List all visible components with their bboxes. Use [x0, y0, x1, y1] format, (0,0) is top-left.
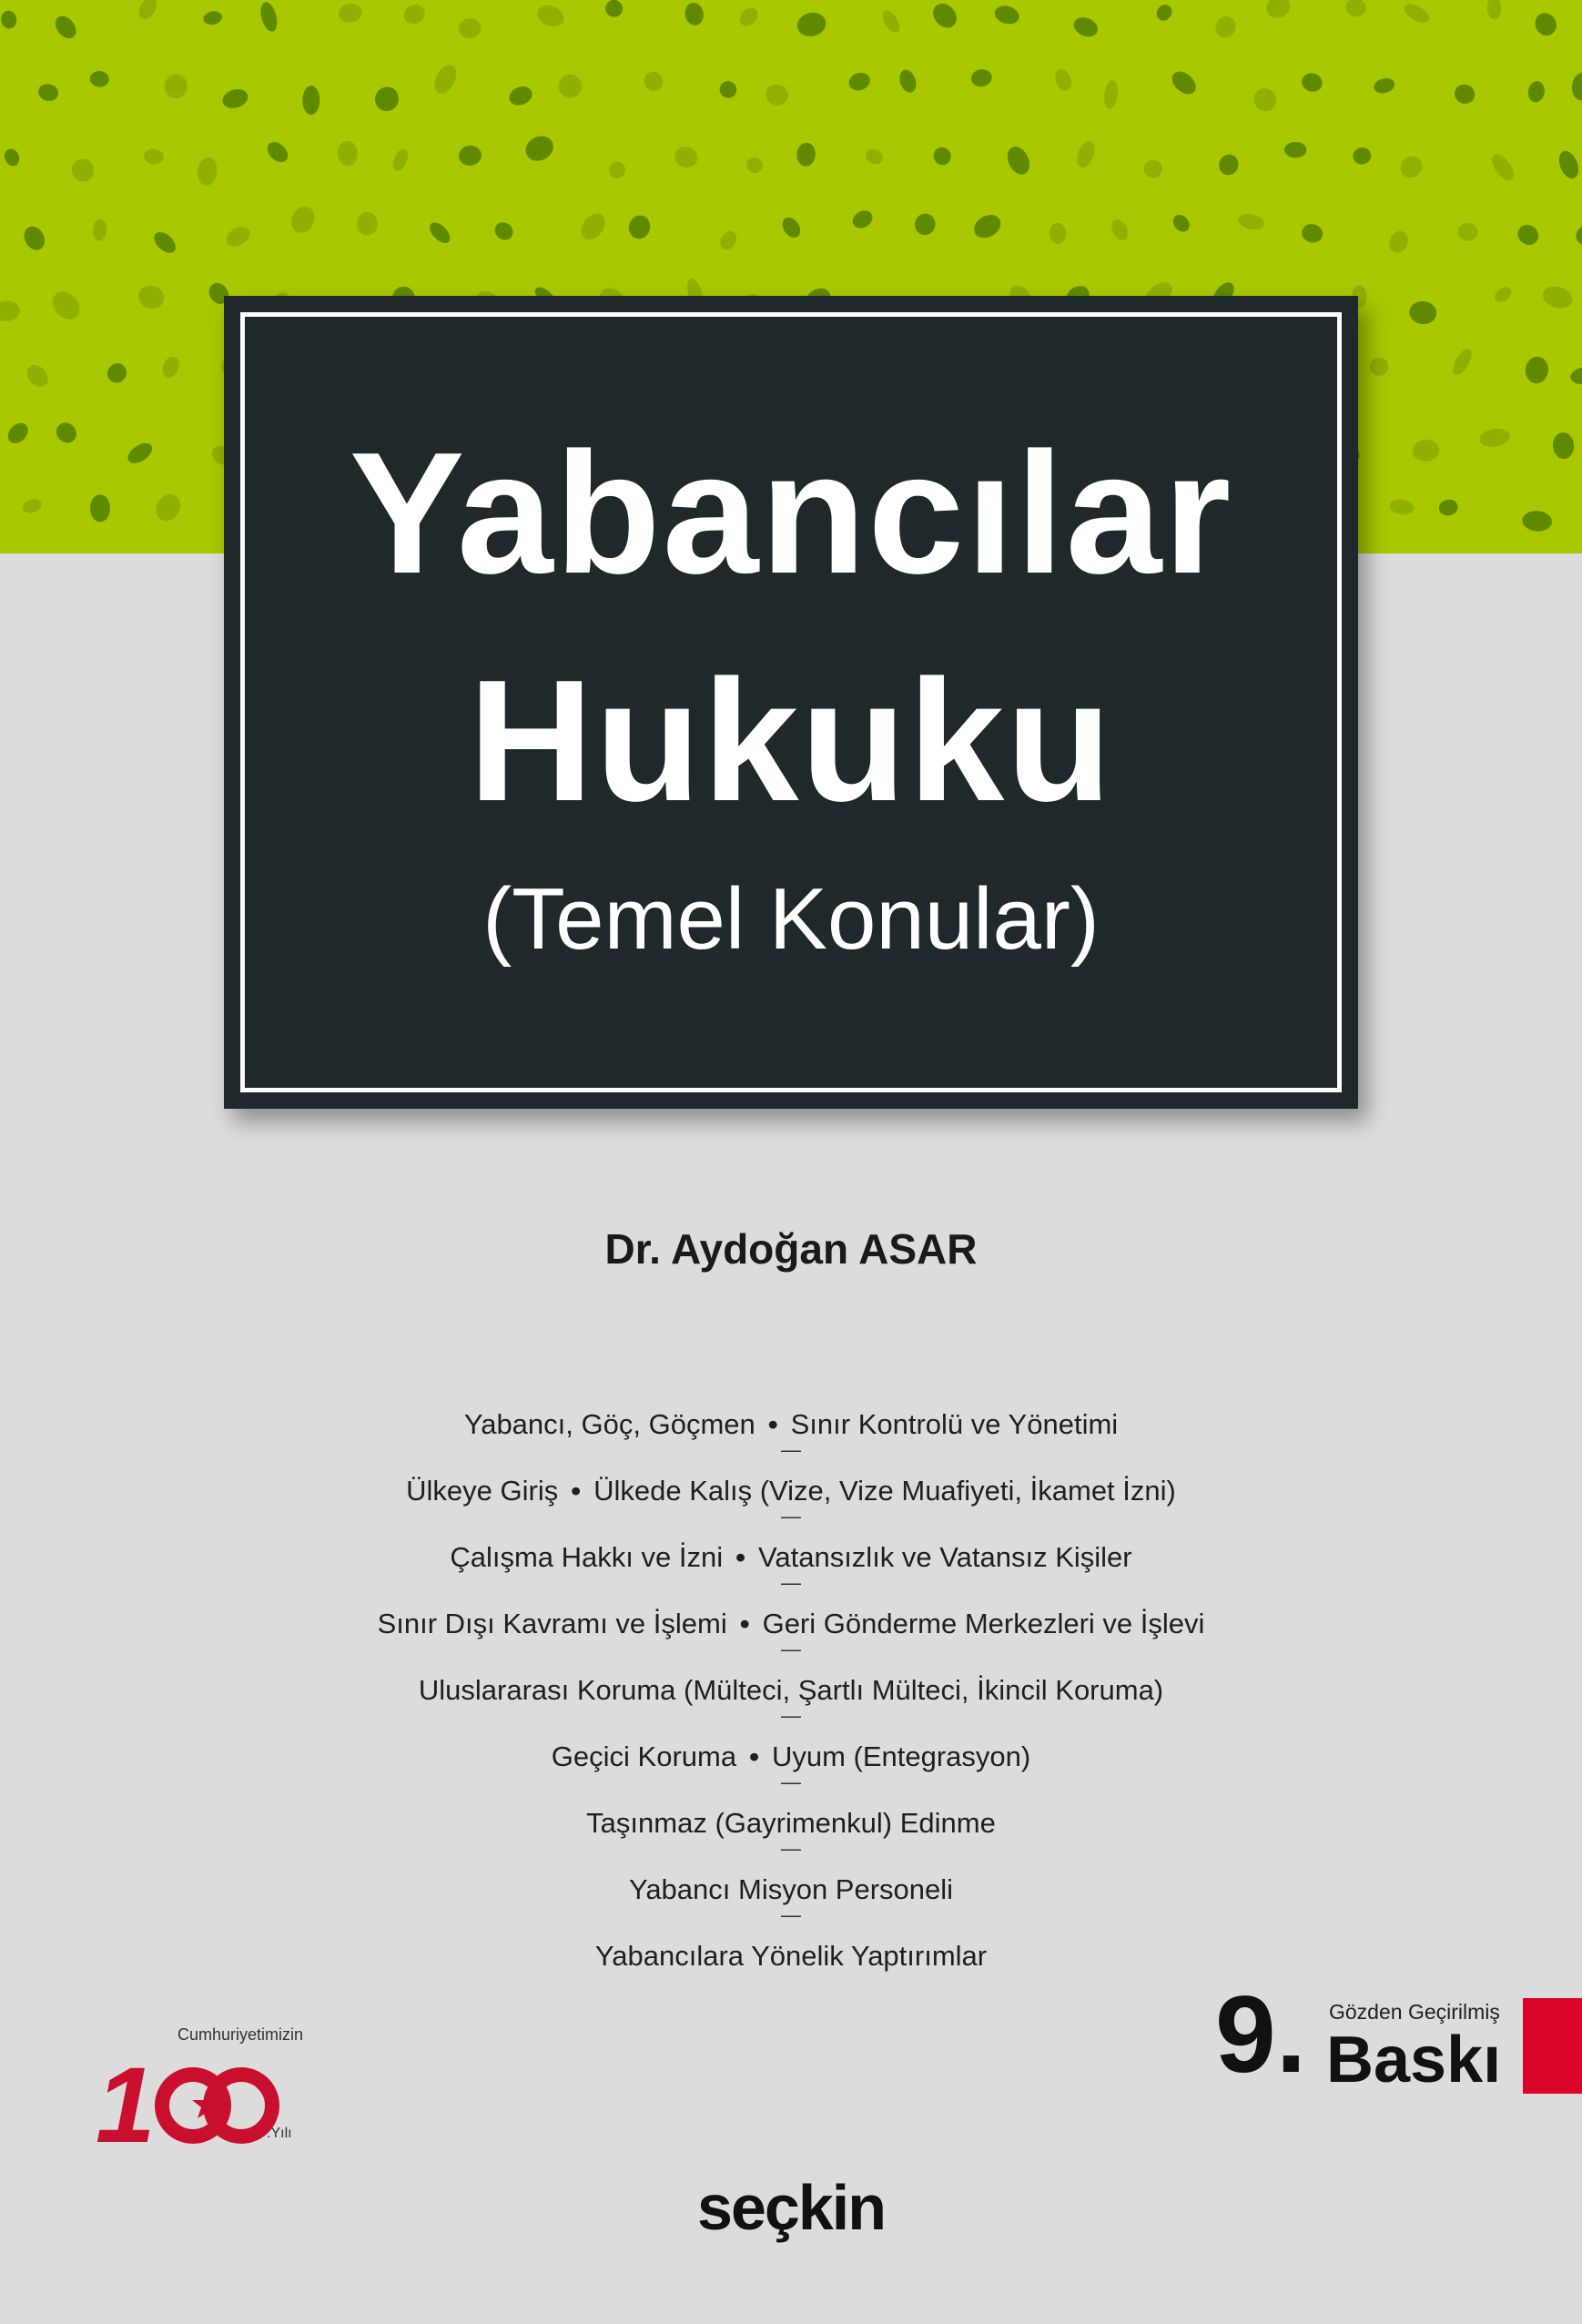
topic-separator: —	[781, 1571, 801, 1594]
topic-list	[0, 1406, 1582, 1974]
dot	[1574, 221, 1582, 249]
dot	[1212, 13, 1240, 42]
dot	[716, 78, 740, 102]
topic-line	[0, 1739, 1582, 1775]
edition-word: Baskı	[1326, 2024, 1502, 2096]
dot	[1344, 0, 1368, 18]
topic-item: Geri Gönderme Merkezleri ve İşlevi	[762, 1608, 1205, 1639]
dot	[1486, 0, 1502, 20]
topic-line	[0, 1672, 1582, 1709]
dot	[287, 202, 319, 237]
dot	[143, 147, 165, 166]
dot	[863, 147, 885, 167]
dot	[970, 210, 1005, 242]
topic-item: Yabancı, Göç, Göçmen	[463, 1408, 756, 1440]
dot	[36, 82, 60, 103]
dot	[371, 83, 402, 115]
topic-bullet: •	[571, 1475, 582, 1507]
dot	[1300, 222, 1324, 245]
topic-separator: —	[781, 1505, 801, 1527]
dot	[1492, 284, 1515, 306]
dot	[20, 223, 48, 254]
dot	[390, 147, 411, 173]
dot	[458, 17, 482, 39]
dot	[879, 7, 903, 35]
topic-item: Sınır Kontrolü ve Yönetimi	[790, 1408, 1119, 1440]
dot	[522, 131, 558, 165]
dot	[1488, 151, 1518, 184]
dot	[51, 12, 80, 42]
dot	[1170, 211, 1192, 235]
dot	[1070, 14, 1100, 40]
topic-separator: —	[781, 1704, 801, 1727]
topic-item: Çalışma Hakkı ve İzni	[450, 1541, 724, 1573]
topic-separator: —	[781, 1638, 801, 1660]
dot	[1452, 81, 1478, 107]
dot	[202, 10, 223, 26]
dot	[1478, 426, 1511, 449]
dot	[21, 496, 44, 515]
dot	[258, 0, 279, 33]
dot	[849, 207, 876, 231]
dot	[1569, 364, 1582, 386]
dot	[683, 1, 705, 26]
topic-line	[0, 1938, 1582, 1974]
topic-separator: —	[781, 1771, 801, 1793]
dot	[1524, 355, 1549, 384]
dot	[626, 213, 653, 241]
dot	[52, 419, 80, 447]
dot	[778, 214, 804, 241]
dot	[1284, 142, 1306, 157]
topic-line	[0, 1406, 1582, 1443]
dot	[1514, 220, 1542, 249]
dot	[606, 159, 627, 181]
dot	[89, 70, 109, 87]
dot	[1352, 147, 1373, 167]
dot	[1456, 221, 1480, 243]
dot	[458, 144, 482, 167]
book-subtitle: (Temel Konular)	[482, 870, 1100, 968]
dot	[151, 490, 185, 525]
dot	[47, 286, 86, 324]
topic-bullet: •	[739, 1608, 750, 1639]
dot	[1300, 71, 1324, 95]
dot	[1449, 346, 1476, 378]
author-name: Dr. Aydoğan ASAR	[604, 1225, 978, 1273]
dot	[1401, 0, 1432, 26]
dot	[1142, 157, 1164, 179]
dot	[928, 0, 961, 33]
dot	[506, 84, 534, 108]
dot	[90, 494, 110, 522]
topic-item: Yabancılara Yönelik Yaptırımlar	[594, 1940, 988, 1972]
dot	[1216, 152, 1241, 178]
publisher-logo: seçkin	[697, 2172, 885, 2243]
edition-badge	[1215, 1974, 1525, 2107]
dot	[1237, 212, 1266, 232]
dot	[992, 3, 1021, 26]
dot	[1531, 9, 1560, 39]
book-title-line1: Yabancılar	[349, 417, 1233, 610]
dot	[1049, 222, 1066, 244]
topic-item: Yabancı Misyon Personeli	[628, 1873, 954, 1905]
topic-item: Ülkeye Giriş	[406, 1475, 559, 1507]
dot	[1526, 80, 1547, 104]
dot	[92, 218, 107, 241]
dot	[736, 5, 762, 30]
dot	[164, 73, 188, 99]
dot	[430, 61, 461, 96]
topic-line	[0, 1872, 1582, 1908]
topic-separator: —	[781, 1903, 801, 1926]
dot	[1103, 79, 1120, 109]
topic-line	[0, 1539, 1582, 1576]
topic-separator: —	[781, 1837, 801, 1860]
dot	[641, 68, 667, 95]
dot	[1571, 72, 1582, 102]
dot	[970, 68, 993, 88]
dot	[302, 86, 319, 115]
dot	[913, 212, 937, 237]
title-panel	[224, 296, 1358, 1109]
dot	[1385, 228, 1411, 256]
dot	[897, 67, 918, 95]
dot	[847, 70, 873, 94]
topic-item: Uluslararası Koruma (Mülteci, Şartlı Mülteci, İkincil Koruma)	[418, 1674, 1164, 1706]
edition-number: 9.	[1215, 1974, 1307, 2096]
dot	[1003, 143, 1034, 178]
book-title-line2: Hukuku	[468, 644, 1114, 837]
dot	[104, 360, 130, 386]
dot	[1153, 2, 1175, 24]
topic-line	[0, 1606, 1582, 1642]
dot	[159, 354, 182, 381]
svg-text:1: 1	[96, 2045, 156, 2162]
dot	[1521, 510, 1552, 533]
dot	[136, 0, 161, 22]
dot	[576, 208, 610, 244]
topic-item: Uyum (Entegrasyon)	[771, 1740, 1031, 1772]
dot	[356, 211, 378, 236]
dot	[795, 10, 828, 39]
dot	[1109, 217, 1131, 242]
dot	[744, 155, 765, 176]
dot	[1552, 431, 1576, 460]
dot	[1412, 438, 1441, 462]
dot	[672, 144, 700, 170]
dot	[717, 228, 740, 253]
dot	[1373, 76, 1396, 96]
dot	[1408, 299, 1437, 325]
dot	[1437, 498, 1459, 517]
topic-bullet: •	[749, 1740, 759, 1772]
dot	[930, 144, 955, 168]
topic-bullet: •	[735, 1541, 745, 1573]
dot	[1263, 0, 1294, 22]
dot	[534, 1, 567, 30]
topic-item: Vatansızlık ve Vatansız Kişiler	[757, 1541, 1132, 1573]
dot	[1168, 67, 1201, 99]
dot	[554, 70, 586, 102]
dot	[4, 419, 32, 447]
dot	[0, 9, 18, 29]
dot	[23, 360, 52, 391]
dot	[1369, 357, 1388, 376]
topic-item: Sınır Dışı Kavramı ve İşlemi	[377, 1608, 727, 1639]
topic-line	[0, 1473, 1582, 1509]
dot	[1388, 498, 1415, 517]
topic-item: Taşınmaz (Gayrimenkul) Edinme	[586, 1807, 996, 1839]
dot	[136, 282, 167, 311]
dot	[1250, 84, 1282, 116]
dot	[1052, 66, 1074, 93]
dot	[337, 2, 363, 25]
red-accent-tab	[1523, 1998, 1582, 2094]
dot	[1556, 148, 1582, 181]
dot	[603, 0, 626, 20]
topic-line	[0, 1805, 1582, 1842]
dot	[1396, 152, 1426, 182]
dot	[0, 299, 21, 321]
dot	[220, 86, 250, 111]
dot	[1074, 138, 1099, 170]
dot	[150, 228, 179, 258]
dot	[401, 1, 428, 27]
edition-subtitle: Gözden Geçirilmiş	[1329, 2000, 1500, 2024]
dot	[70, 157, 96, 183]
topic-bullet: •	[767, 1408, 778, 1440]
dot	[2, 147, 22, 168]
dot	[426, 218, 453, 247]
centennial-logo	[91, 2025, 309, 2162]
centennial-top-text: Cumhuriyetimizin	[177, 2025, 304, 2044]
dot	[223, 223, 254, 250]
dot	[796, 142, 816, 167]
topic-separator: —	[781, 1438, 801, 1461]
dot	[337, 141, 358, 167]
topic-item: Geçici Koruma	[551, 1740, 737, 1772]
dot	[763, 82, 791, 108]
dot	[196, 157, 218, 187]
centennial-year-text: .Yılı	[267, 2126, 292, 2141]
dot	[264, 138, 292, 167]
dot	[1540, 283, 1575, 312]
topic-item: Ülkede Kalış (Vize, Vize Muafiyeti, İkamet İzni)	[593, 1475, 1176, 1507]
dot	[492, 218, 517, 243]
dot	[125, 439, 156, 467]
